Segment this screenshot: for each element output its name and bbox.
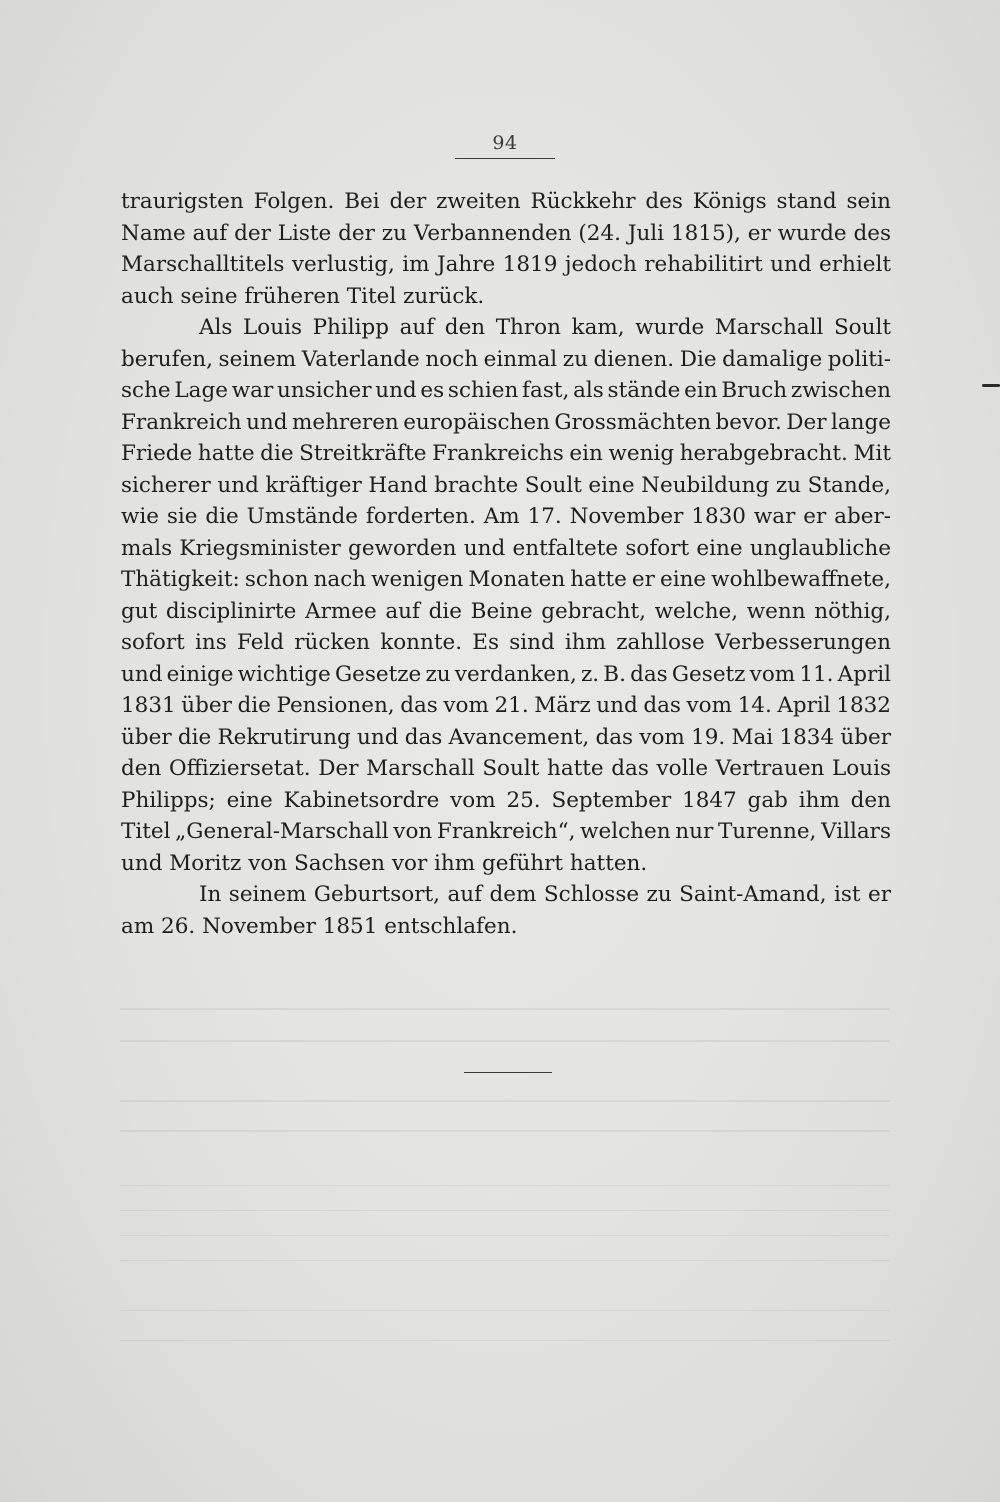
paragraph-1 xyxy=(121,186,891,312)
edge-mark xyxy=(982,384,1000,387)
bleed-through-line xyxy=(120,1260,890,1261)
text-line: gut disciplinirte Armee auf die Beine gebracht, welche, wenn nöthig, xyxy=(121,598,891,624)
text-line: 1831 über die Pensionen, das vom 21. März und das vom 14. April 1832 xyxy=(121,693,891,718)
header-rule xyxy=(455,158,555,159)
text-line: sofort ins Feld rücken konnte. Es sind ihm zahllose Verbesserungen xyxy=(121,630,891,655)
text-line: Frankreich und mehreren europäischen Grossmächten bevor. Der lange xyxy=(121,409,891,435)
bleed-through-line xyxy=(120,1130,890,1132)
text-line: Name auf der Liste der zu Verbannenden (24. Juli 1815), er wurde des xyxy=(121,220,891,246)
bleed-through-line xyxy=(120,1310,890,1311)
text-line: sche Lage war unsicher und es schien fast, als stände ein Bruch zwischen xyxy=(121,378,891,403)
text-line: Philipps; eine Kabinetsordre vom 25. September 1847 gab ihm den xyxy=(121,787,891,813)
page-number: 94 xyxy=(492,132,518,154)
text-line: Friede hatte die Streitkräfte Frankreichs ein wenig herabgebracht. Mit xyxy=(121,441,891,466)
bleed-through-line xyxy=(120,1210,890,1211)
bleed-through-line xyxy=(120,1235,890,1236)
text-line: am 26. November 1851 entschlafen. xyxy=(121,913,518,939)
text-line: und Moritz von Sachsen vor ihm geführt hatten. xyxy=(121,850,648,876)
paragraph-3 xyxy=(121,879,891,942)
text-line: traurigsten Folgen. Bei der zweiten Rückkehr des Königs stand sein xyxy=(121,189,891,214)
text-line: wie sie die Umstände forderten. Am 17. November 1830 war er aber- xyxy=(121,504,891,529)
bleed-through-line xyxy=(120,1100,890,1102)
text-line: den Offiziersetat. Der Marschall Soult hatte das volle Vertrauen Louis xyxy=(121,756,891,781)
text-line: auch seine früheren Titel zurück. xyxy=(121,283,485,309)
text-line: Thätigkeit: schon nach wenigen Monaten hatte er eine wohlbewaffnete, xyxy=(121,567,891,592)
bleed-through-line xyxy=(120,1008,890,1010)
end-rule xyxy=(464,1072,552,1073)
body-text xyxy=(121,186,891,942)
text-line: und einige wichtige Gesetze zu verdanken, z. B. das Gesetz vom 11. April xyxy=(121,661,891,687)
bleed-through-line xyxy=(120,1185,890,1186)
text-line: über die Rekrutirung und das Avancement, das vom 19. Mai 1834 über xyxy=(121,724,891,750)
text-line: Als Louis Philipp auf den Thron kam, wurde Marschall Soult xyxy=(199,315,891,340)
text-line: berufen, seinem Vaterlande noch einmal zu dienen. Die damalige politi- xyxy=(121,346,891,372)
paragraph-2 xyxy=(121,312,891,879)
text-line: mals Kriegsminister geworden und entfaltete sofort eine unglaubliche xyxy=(121,535,891,561)
bleed-through-line xyxy=(120,1340,890,1341)
text-line: Marschalltitels verlustig, im Jahre 1819 jedoch rehabilitirt und erhielt xyxy=(121,252,891,277)
bleed-through-line xyxy=(120,1040,890,1042)
text-line: Titel „General-Marschall von Frankreich“, welchen nur Turenne, Villars xyxy=(121,819,891,844)
text-line: In seinem Geburtsort, auf dem Schlosse zu Saint-Amand, ist er xyxy=(199,882,891,907)
text-line: sicherer und kräftiger Hand brachte Soult eine Neubildung zu Stande, xyxy=(121,472,891,498)
